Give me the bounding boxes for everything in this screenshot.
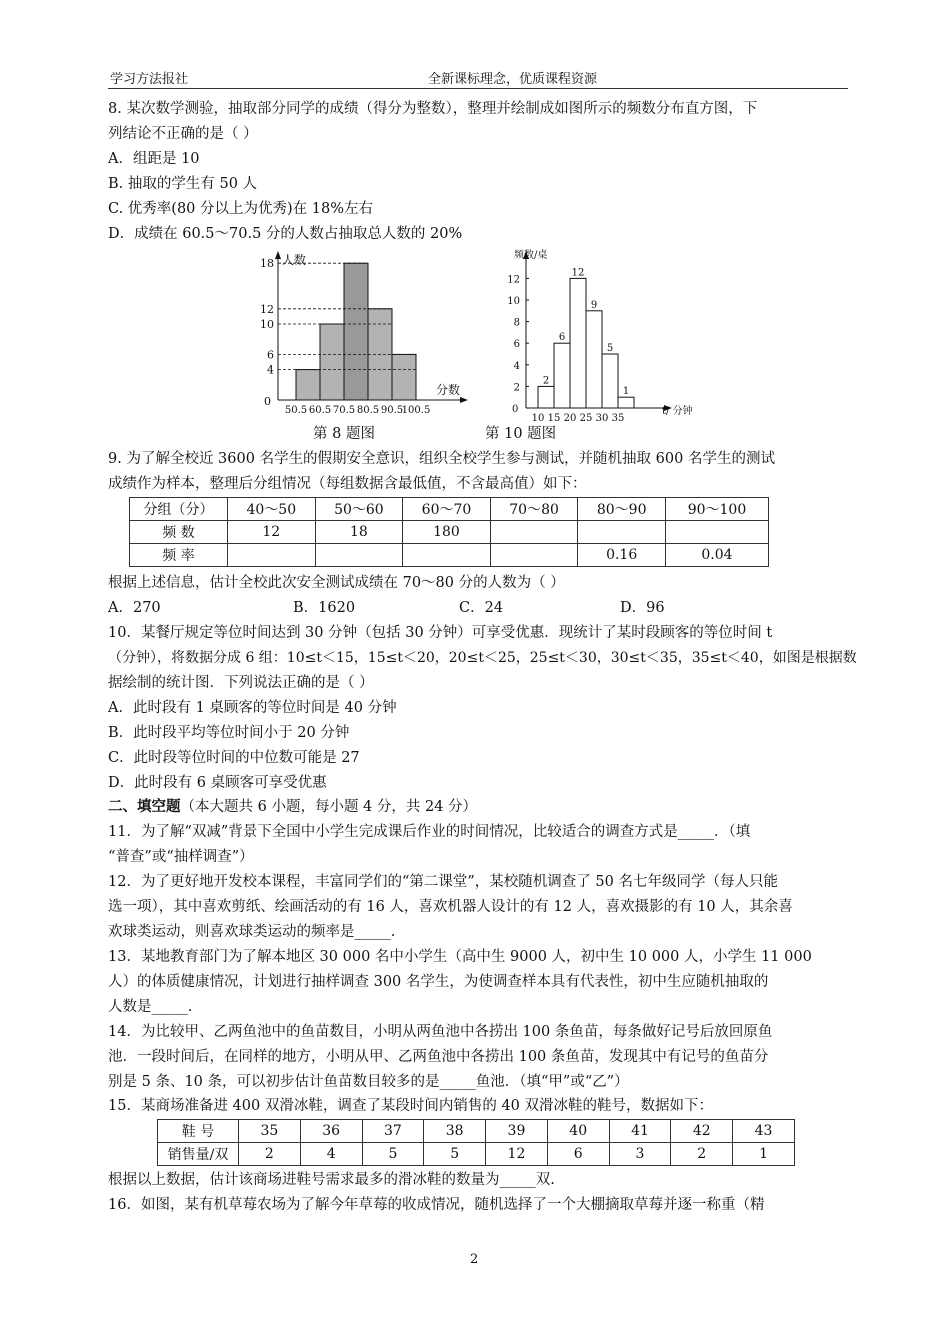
table-cell: 0.04 — [665, 544, 768, 567]
q10-option-d: D．此时段有 6 桌顾客可享受优惠 — [108, 775, 327, 791]
x-tick-label: 80.5 — [356, 405, 380, 416]
q10-line-1: 10．某餐厅规定等位时间达到 30 分钟（包括 30 分钟）可享受优惠．现统计了某时段顾客的等位时间 t — [108, 625, 773, 641]
table-cell: 频 数 — [130, 521, 228, 544]
fig8-caption: 第 8 题图 — [313, 426, 375, 442]
y-tick-label: 4 — [267, 363, 274, 377]
q9-table-rate-row — [130, 544, 769, 567]
q12-line-3: 欢球类运动，则喜欢球类运动的频率是_____. — [108, 924, 396, 940]
x-tick-label: 15 — [547, 413, 561, 422]
table-cell — [665, 521, 768, 544]
x-axis-arrow — [460, 397, 468, 403]
origin-label: 0 — [512, 404, 519, 415]
bar — [392, 354, 416, 400]
table-cell: 鞋 号 — [158, 1120, 239, 1143]
table-cell: 90～100 — [665, 498, 768, 521]
bar — [554, 343, 570, 408]
y-tick-label: 18 — [260, 257, 274, 271]
header-center: 全新课标理念，优质课程资源 — [428, 72, 598, 87]
y-axis-label: 频数/桌 — [514, 250, 548, 261]
x-tick-label: 100.5 — [401, 405, 431, 416]
table-cell: 5 — [362, 1143, 424, 1166]
table-cell: 18 — [315, 521, 403, 544]
table-cell: 6 — [547, 1143, 609, 1166]
q9-option-b: B．1620 — [293, 600, 356, 616]
q8-option-a: A．组距是 10 — [108, 151, 200, 167]
x-tick-label: 10 — [531, 413, 545, 422]
bar-value-label: 6 — [558, 332, 566, 344]
table-cell: 180 — [403, 521, 491, 544]
bar — [570, 278, 586, 408]
bar-value-label: 9 — [590, 299, 598, 311]
q9-option-a: A．270 — [108, 600, 161, 616]
q16-line-1: 16．如图，某有机草莓农场为了解今年草莓的收成情况，随机选择了一个大棚摘取草莓并逐一称重（精 — [108, 1197, 765, 1213]
q15-table — [157, 1119, 795, 1166]
table-cell: 4 — [300, 1143, 362, 1166]
bar — [538, 386, 554, 408]
x-tick-label: 70.5 — [332, 405, 356, 416]
x-tick-label: 20 — [563, 413, 577, 422]
x-tick-label: 60.5 — [308, 405, 332, 416]
x-axis-label: t/ 分钟 — [662, 406, 693, 417]
bar — [618, 397, 634, 408]
q15-line-1: 15．某商场准备进 400 双滑冰鞋，调查了某段时间内销售的 40 双滑冰鞋的鞋号，数据如下： — [108, 1098, 714, 1114]
table-cell — [490, 544, 578, 567]
table-cell: 50～60 — [315, 498, 403, 521]
y-tick-label: 6 — [267, 348, 274, 362]
x-tick-label: 50.5 — [284, 405, 308, 416]
table-cell — [578, 521, 666, 544]
table-cell: 2 — [239, 1143, 301, 1166]
y-tick-label: 6 — [513, 339, 520, 351]
bar — [586, 311, 602, 408]
section-2-title: 二、填空题 — [108, 798, 181, 815]
x-tick-label: 90.5 — [380, 405, 404, 416]
table-cell: 2 — [671, 1143, 733, 1166]
section-2-note: （本大题共 6 小题，每小题 4 分，共 24 分） — [180, 799, 478, 815]
q8-stem-2: 列结论不正确的是（ ） — [108, 126, 258, 142]
bar — [296, 370, 320, 400]
table-cell: 12 — [228, 521, 316, 544]
q8-option-b: B. 抽取的学生有 50 人 — [108, 176, 258, 192]
table-cell — [403, 544, 491, 567]
q13-line-1: 13．某地教育部门为了解本地区 30 000 名中小学生（高中生 9000 人，初中生 10 000 人，小学生 11 000 — [108, 949, 812, 965]
section-2-heading — [108, 797, 477, 817]
q10-option-c: C．此时段等位时间的中位数可能是 27 — [108, 750, 360, 766]
header-left: 学习方法报社 — [110, 72, 189, 87]
table-cell: 80～90 — [578, 498, 666, 521]
x-tick-label: 35 — [611, 413, 625, 422]
q13-line-3: 人数是_____. — [108, 999, 193, 1015]
page-number: 2 — [470, 1252, 479, 1267]
q10-option-b: B．此时段平均等位时间小于 20 分钟 — [108, 725, 350, 741]
x-axis-label: 分数 — [436, 383, 461, 397]
q9-table-header — [130, 498, 769, 521]
origin-label: 0 — [264, 395, 271, 408]
q9-stem-2: 成绩作为样本，整理后分组情况（每组数据含最低值，不含最高值）如下： — [108, 476, 587, 492]
q9-stem-1: 9. 为了解全校近 3600 名学生的假期安全意识，组织全校学生参与测试，并随机抽取 600 名学生的测试 — [108, 451, 775, 467]
q8-option-d: D．成绩在 60.5～70.5 分的人数占抽取总人数的 20% — [108, 226, 463, 242]
bar-value-label: 2 — [542, 375, 550, 387]
fig10-caption: 第 10 题图 — [485, 426, 557, 442]
bar-value-label: 5 — [606, 343, 614, 354]
bar-value-label: 1 — [622, 386, 630, 398]
bar-value-label: 12 — [571, 267, 585, 279]
table-cell — [228, 544, 316, 567]
bar — [344, 263, 368, 400]
table-cell: 0.16 — [578, 544, 666, 567]
q10-line-3: 据绘制的统计图．下列说法正确的是（ ） — [108, 675, 374, 691]
q8-option-c: C. 优秀率(80 分以上为优秀)在 18%左右 — [108, 201, 374, 217]
x-tick-label: 30 — [595, 413, 609, 422]
y-tick-label: 8 — [513, 317, 520, 329]
bar — [602, 354, 618, 408]
table-cell — [490, 521, 578, 544]
table-cell: 3 — [609, 1143, 671, 1166]
table-cell: 40～50 — [228, 498, 316, 521]
table-cell: 41 — [609, 1120, 671, 1143]
table-cell: 35 — [239, 1120, 301, 1143]
q14-line-1: 14．为比较甲、乙两鱼池中的鱼苗数目，小明从两鱼池中各捞出 100 条鱼苗，每条做好记号后放回原鱼 — [108, 1024, 773, 1040]
y-axis-label: 人数 — [282, 253, 307, 267]
table-cell: 销售量/双 — [158, 1143, 239, 1166]
q14-line-3: 别是 5 条、10 条，可以初步估计鱼苗数目较多的是_____鱼池．（填“甲”或“乙”） — [108, 1074, 629, 1090]
q11-line-2: “普查”或“抽样调查”） — [108, 849, 254, 865]
table-cell: 1 — [733, 1143, 795, 1166]
y-axis-arrow — [275, 251, 281, 259]
bar — [320, 324, 344, 400]
y-tick-label: 10 — [507, 296, 520, 307]
page-header — [108, 68, 848, 89]
figure-8-histogram — [240, 248, 480, 420]
q15-line-2: 根据以上数据，估计该商场进鞋号需求最多的滑冰鞋的数量为_____双. — [108, 1172, 555, 1188]
q14-line-2: 池．一段时间后，在同样的地方，小明从甲、乙两鱼池中各捞出 100 条鱼苗，发现其中有记号的鱼苗分 — [108, 1049, 769, 1065]
q11-line-1: 11．为了解“双减”背景下全国中小学生完成课后作业的时间情况，比较适合的调查方式是_____．（填 — [108, 824, 751, 840]
q10-line-2: （分钟），将数据分成 6 组：10≤t＜15，15≤t＜20，20≤t＜25，25≤t＜30，30≤t＜35，35≤t＜40，如图是根据数 — [108, 650, 857, 666]
q8-stem-1: 8. 某次数学测验，抽取部分同学的成绩（得分为整数），整理并绘制成如图所示的频数分布直方图，下 — [108, 101, 758, 117]
q9-table — [129, 497, 769, 567]
table-cell: 频 率 — [130, 544, 228, 567]
q15-table-sales-row — [158, 1143, 795, 1166]
y-tick-label: 12 — [507, 274, 520, 286]
table-cell: 42 — [671, 1120, 733, 1143]
x-tick-label: 25 — [579, 413, 593, 422]
figure-10-histogram — [500, 244, 700, 422]
q10-option-a: A．此时段有 1 桌顾客的等位时间是 40 分钟 — [108, 700, 397, 716]
table-cell: 40 — [547, 1120, 609, 1143]
table-cell: 36 — [300, 1120, 362, 1143]
table-cell: 43 — [733, 1120, 795, 1143]
table-cell: 5 — [424, 1143, 486, 1166]
q15-table-size-row — [158, 1120, 795, 1143]
y-tick-label: 12 — [260, 302, 274, 316]
table-cell: 12 — [486, 1143, 548, 1166]
q9-option-d: D．96 — [620, 600, 665, 616]
q12-line-1: 12．为了更好地开发校本课程，丰富同学们的“第二课堂”，某校随机调查了 50 名七年级同学（每人只能 — [108, 874, 778, 890]
y-tick-label: 4 — [513, 360, 520, 372]
table-cell: 70～80 — [490, 498, 578, 521]
table-cell: 38 — [424, 1120, 486, 1143]
y-tick-label: 2 — [513, 382, 520, 394]
table-cell: 分组（分） — [130, 498, 228, 521]
q9-option-c: C．24 — [459, 600, 504, 616]
q12-line-2: 选一项），其中喜欢剪纸、绘画活动的有 16 人，喜欢机器人设计的有 12 人，喜欢摄影的有 10 人，其余喜 — [108, 899, 793, 915]
q9-table-frequency-row — [130, 521, 769, 544]
table-cell: 37 — [362, 1120, 424, 1143]
table-cell — [315, 544, 403, 567]
q13-line-2: 人）的体质健康情况，计划进行抽样调查 300 名学生，为使调查样本具有代表性，初中生应随机抽取的 — [108, 974, 769, 990]
y-tick-label: 10 — [260, 318, 274, 331]
q9-stem-3: 根据上述信息，估计全校此次安全测试成绩在 70～80 分的人数为（ ） — [108, 575, 565, 591]
table-cell: 60～70 — [403, 498, 491, 521]
table-cell: 39 — [486, 1120, 548, 1143]
